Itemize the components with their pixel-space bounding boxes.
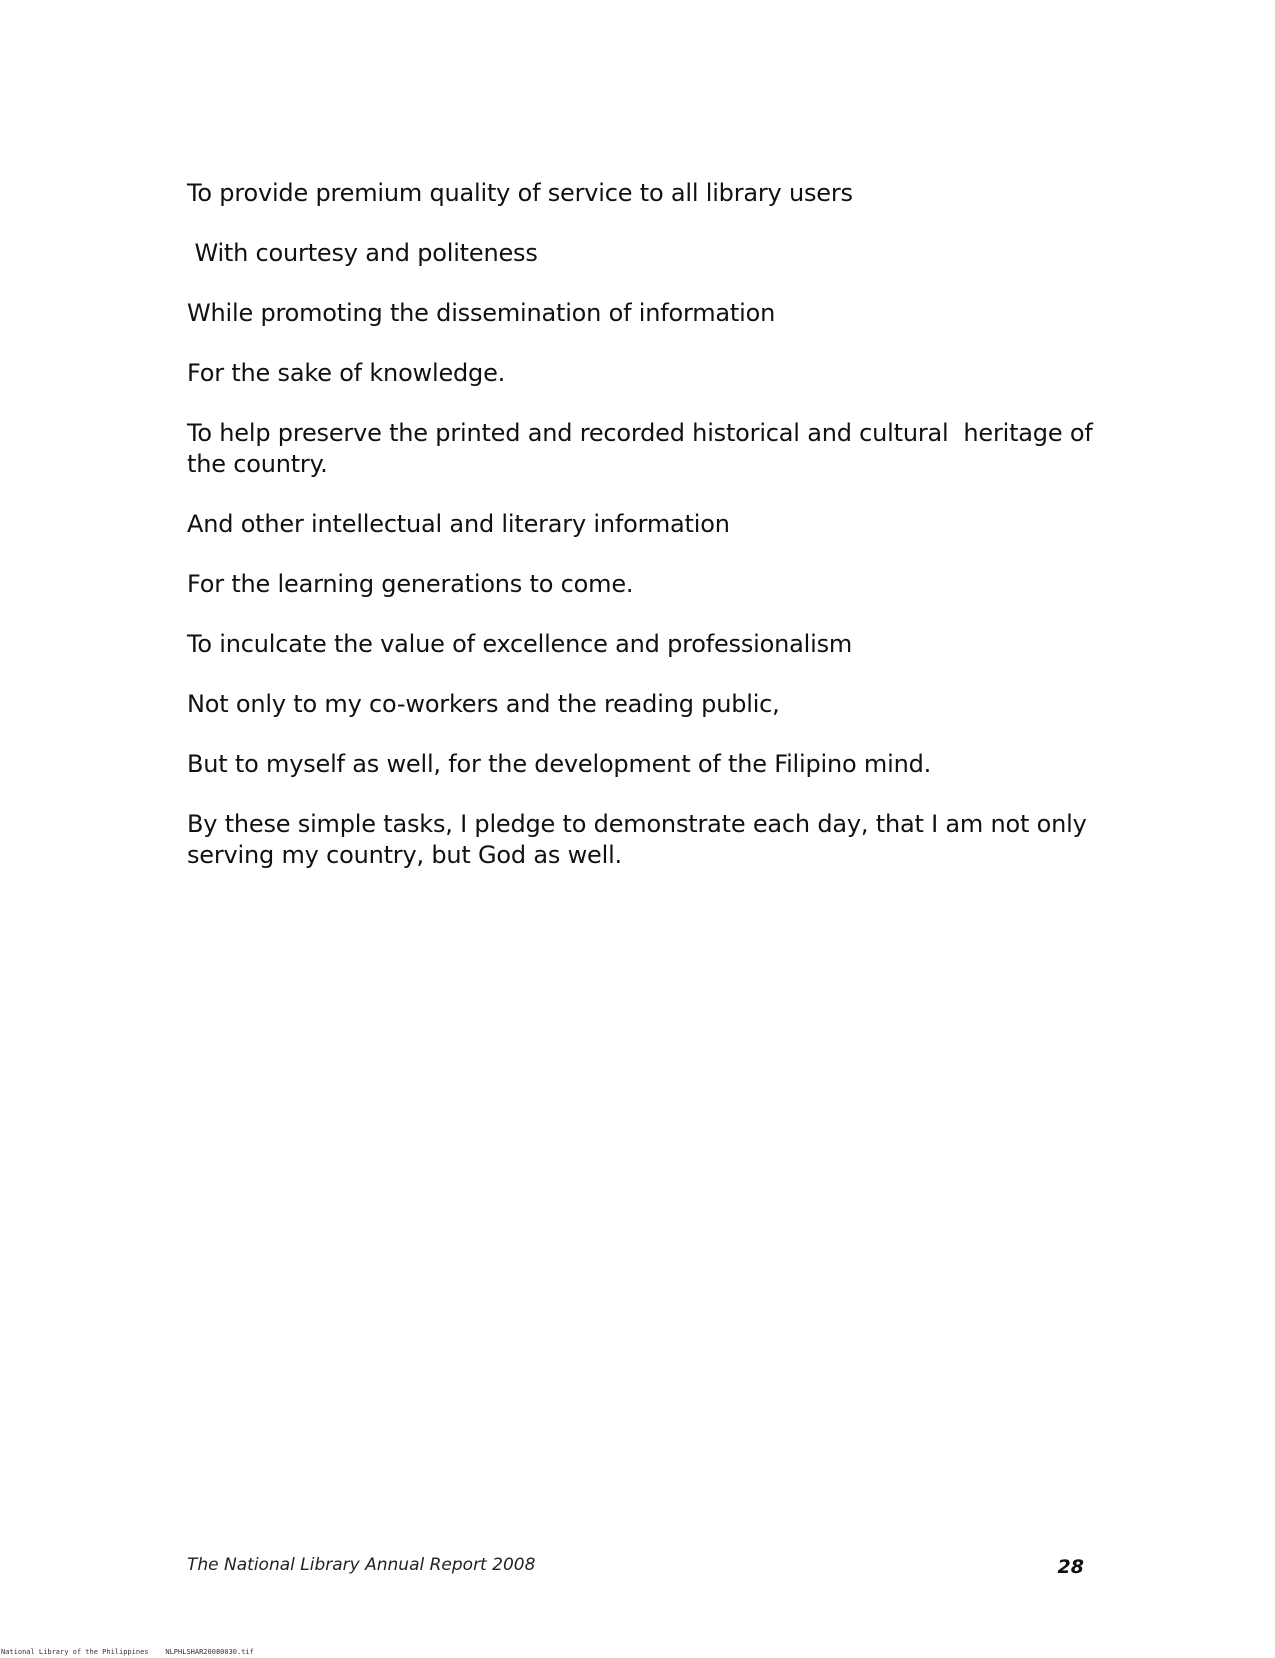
footer-report-title: The National Library Annual Report 2008: [187, 1555, 536, 1575]
pledge-line: For the learning generations to come.: [187, 570, 634, 598]
pledge-line: For the sake of knowledge.: [187, 359, 506, 387]
pledge-line: To help preserve the printed and recorded historical and cultural heritage of the country.: [187, 419, 1101, 478]
pledge-line: To inculcate the value of excellence and professionalism: [187, 630, 853, 658]
scan-source: National Library of the Philippines: [1, 1648, 149, 1656]
pledge-line: While promoting the dissemination of information: [187, 299, 776, 327]
page-number: 28: [1057, 1556, 1084, 1578]
scan-file: NLPHLSHAR20080030.tif: [165, 1648, 254, 1656]
pledge-text: [187, 178, 1107, 900]
pledge-line: Not only to my co-workers and the reading public,: [187, 690, 780, 718]
pledge-line: By these simple tasks, I pledge to demonstrate each day, that I am not only serving my country, but God as well.: [187, 810, 1095, 869]
pledge-line: With courtesy and politeness: [187, 239, 538, 267]
scan-caption: [1, 1648, 254, 1656]
pledge-line: And other intellectual and literary information: [187, 510, 730, 538]
pledge-line: To provide premium quality of service to all library users: [187, 179, 853, 207]
pledge-line: But to myself as well, for the development of the Filipino mind.: [187, 750, 932, 778]
